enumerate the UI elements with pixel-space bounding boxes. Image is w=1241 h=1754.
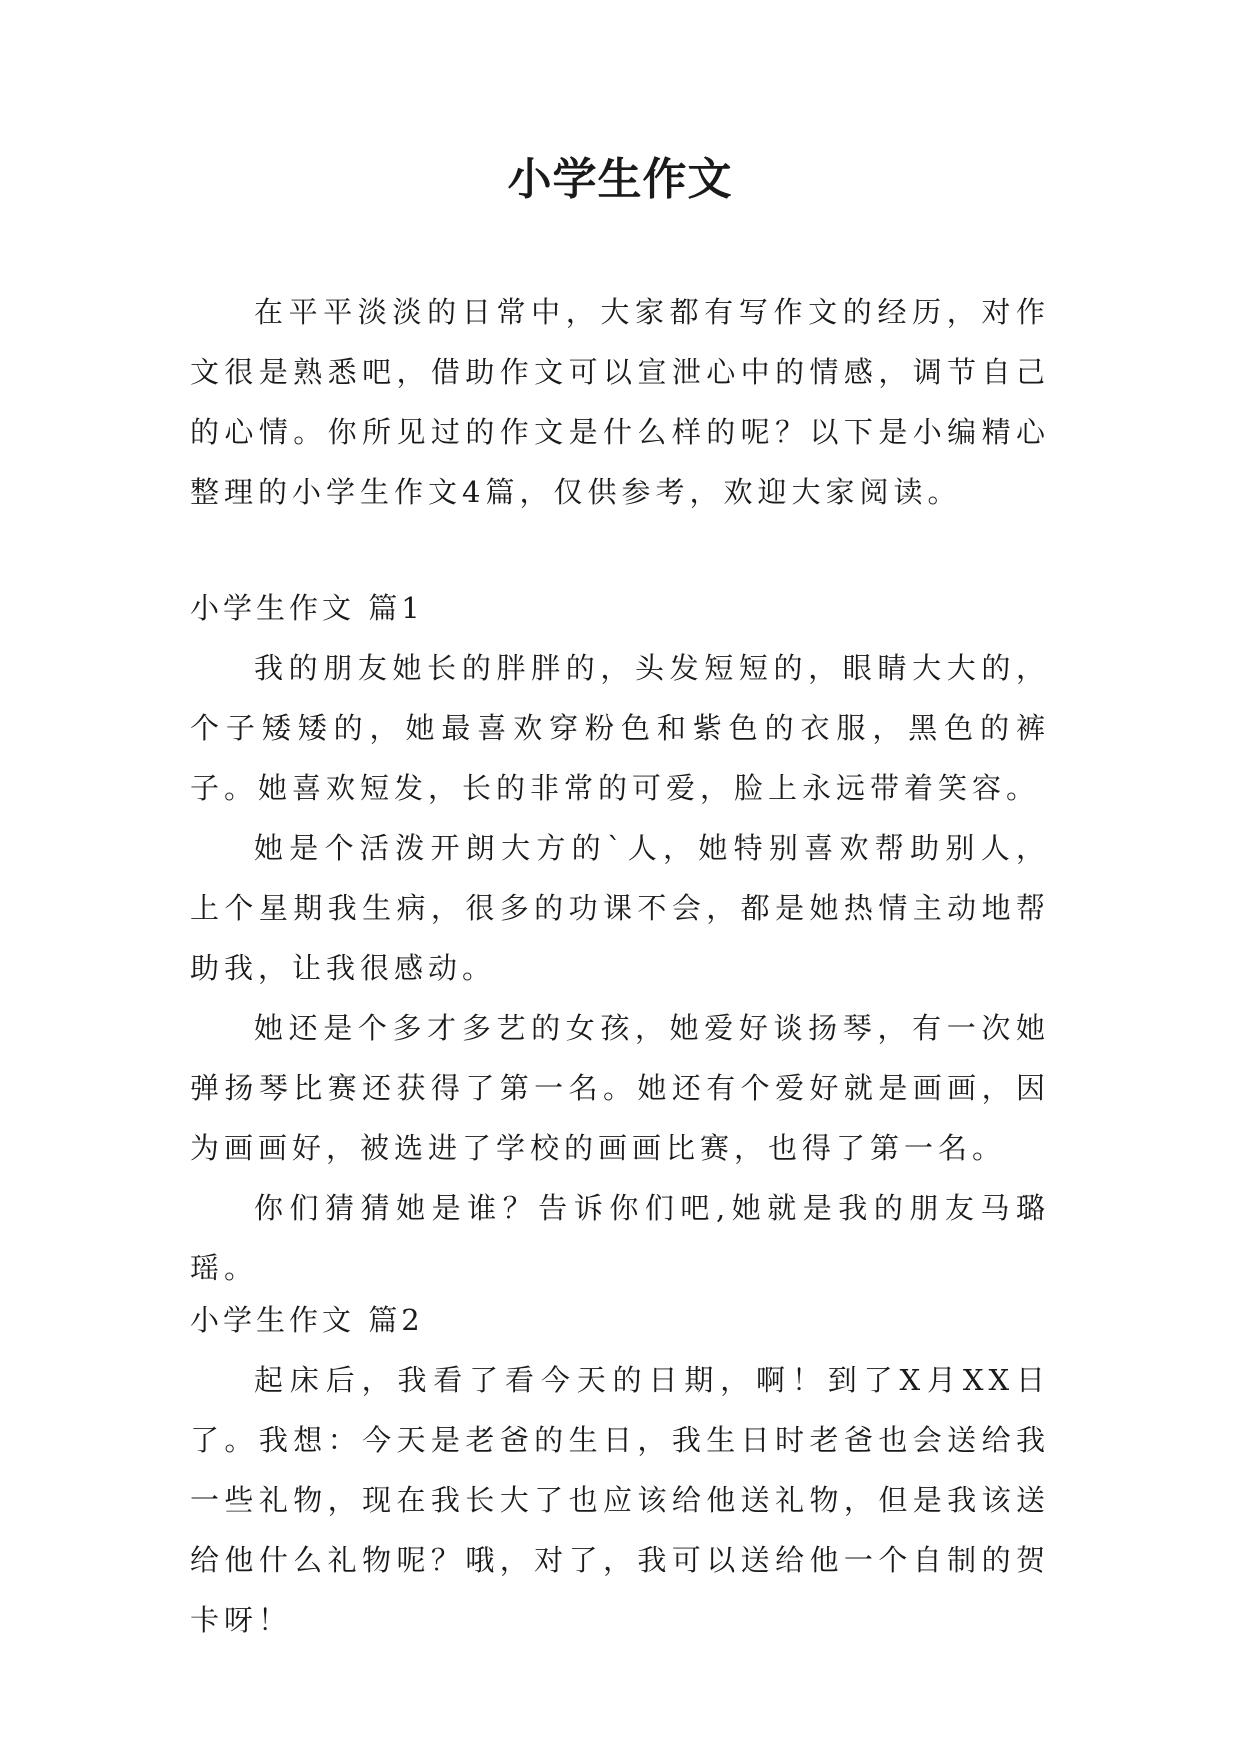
document-page: [190, 0, 1050, 1754]
section-2: [190, 1290, 1050, 1650]
section-paragraph: 她还是个多才多艺的女孩，她爱好谈扬琴，有一次她弹扬琴比赛还获得了第一名。她还有个爱好就是画画，因为画画好，被选进了学校的画画比赛，也得了第一名。: [190, 1011, 1050, 1165]
section-1: [190, 578, 1050, 1298]
section-paragraph: 你们猜猜她是谁？告诉你们吧,她就是我的朋友马璐瑶。: [190, 1191, 1050, 1285]
intro-block: [190, 282, 1050, 522]
section-paragraph: 她是个活泼开朗大方的`人，她特别喜欢帮助别人，上个星期我生病，很多的功课不会，都是她热情主动地帮助我，让我很感动。: [190, 831, 1050, 985]
intro-paragraph: 在平平淡淡的日常中，大家都有写作文的经历，对作文很是熟悉吧，借助作文可以宣泄心中的情感，调节自己的心情。你所见过的作文是什么样的呢？以下是小编精心整理的小学生作文4篇，仅供参考，欢迎大家阅读。: [190, 295, 1050, 509]
section-paragraph: 起床后，我看了看今天的日期，啊！到了X月XX日了。我想：今天是老爸的生日，我生日时老爸也会送给我一些礼物，现在我长大了也应该给他送礼物，但是我该送给他什么礼物呢？哦，对了，我可以送给他一个自制的贺卡呀！: [190, 1363, 1050, 1637]
section-heading: 小学生作文 篇2: [190, 1303, 424, 1337]
section-paragraph: 我的朋友她长的胖胖的，头发短短的，眼睛大大的，个子矮矮的，她最喜欢穿粉色和紫色的衣服，黑色的裤子。她喜欢短发，长的非常的可爱，脸上永远带着笑容。: [190, 651, 1050, 805]
document-title: 小学生作文: [507, 154, 733, 205]
section-heading: 小学生作文 篇1: [190, 591, 424, 625]
